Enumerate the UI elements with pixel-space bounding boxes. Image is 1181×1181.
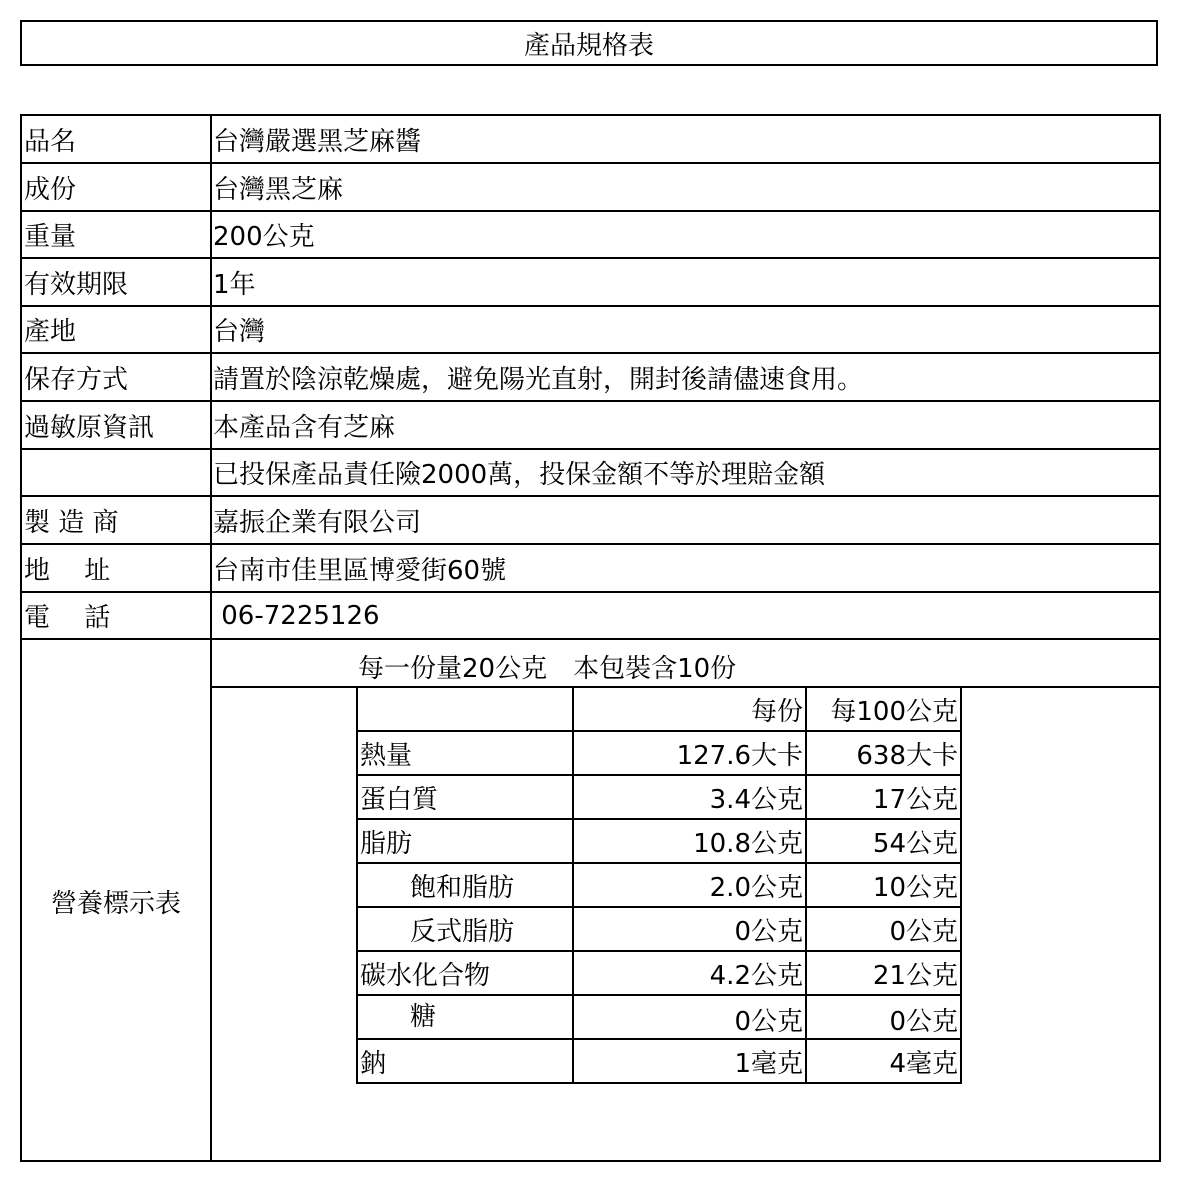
row-allergen: [22, 402, 1159, 450]
nutrient-per-serving: 3.4公克: [573, 775, 806, 819]
row-weight: [22, 212, 1159, 259]
nutrient-header: [357, 687, 573, 731]
row-label: 保存方式: [24, 364, 129, 395]
nutrient-per-100g: 17公克: [806, 775, 961, 819]
row-manufacturer: [22, 497, 1159, 545]
nutrient-per-serving: 2.0公克: [573, 863, 806, 907]
table-row: [357, 687, 961, 731]
nutrient-name: 反式脂肪: [357, 907, 573, 951]
row-value: 嘉振企業有限公司: [213, 507, 422, 538]
nutrient-per-100g: 4毫克: [806, 1039, 961, 1083]
row-product-name: [22, 116, 1159, 164]
row-value: 台灣: [213, 317, 266, 347]
table-row: [357, 775, 961, 819]
row-label: 品名: [24, 126, 77, 157]
row-label: 製 造 商: [24, 507, 119, 538]
row-ingredients: [22, 164, 1159, 212]
row-value: 1年: [213, 269, 256, 300]
nutrient-per-100g: 21公克: [806, 951, 961, 995]
row-value: 本產品含有芝麻: [213, 412, 396, 443]
nutrient-per-100g: 0公克: [806, 907, 961, 951]
table-row: [357, 995, 961, 1039]
per-serving-header: 每份: [573, 687, 806, 731]
nutrient-per-100g: 10公克: [806, 863, 961, 907]
row-label: 有效期限: [24, 269, 129, 300]
row-value: 200公克: [213, 222, 315, 252]
row-insurance: [22, 450, 1159, 497]
row-origin: [22, 307, 1159, 354]
nutrient-per-serving: 127.6大卡: [573, 731, 806, 775]
row-label: 產地: [24, 317, 77, 347]
row-value: 台南市佳里區博愛街60號: [213, 555, 507, 586]
spec-sheet-title: 產品規格表: [20, 20, 1158, 66]
row-value: 已投保產品責任險2000萬，投保金額不等於理賠金額: [213, 460, 826, 490]
nutrient-name: 飽和脂肪: [357, 863, 573, 907]
row-value: 台灣嚴選黑芝麻醬: [213, 126, 422, 157]
row-label: 過敏原資訊: [24, 412, 155, 443]
row-storage: [22, 354, 1159, 402]
nutrition-table: [356, 686, 962, 1084]
nutrition-label: 營養標示表: [50, 888, 181, 919]
table-row: [357, 863, 961, 907]
nutrient-per-serving: 1毫克: [573, 1039, 806, 1083]
row-label: 電 話: [24, 603, 111, 633]
row-label: 地 址: [24, 555, 111, 586]
nutrient-name: 碳水化合物: [357, 951, 573, 995]
row-phone: [22, 593, 1159, 640]
table-row: [357, 1039, 961, 1083]
nutrient-per-serving: 10.8公克: [573, 819, 806, 863]
nutrient-name: 糖: [357, 995, 573, 1039]
table-row: [357, 819, 961, 863]
row-value: 台灣黑芝麻: [213, 174, 344, 205]
table-row: [357, 907, 961, 951]
nutrient-per-serving: 0公克: [573, 995, 806, 1039]
row-shelf-life: [22, 259, 1159, 307]
row-address: [22, 545, 1159, 593]
nutrient-name: 蛋白質: [357, 775, 573, 819]
row-label: [22, 450, 212, 495]
nutrient-per-100g: 54公克: [806, 819, 961, 863]
nutrient-name: 脂肪: [357, 819, 573, 863]
serving-info: 每一份量20公克 本包裝含10份: [358, 654, 737, 684]
table-row: [357, 731, 961, 775]
row-value: 06-7225126: [213, 600, 380, 631]
spec-table: [20, 114, 1161, 1162]
row-value: 請置於陰涼乾燥處，避免陽光直射，開封後請儘速食用。: [213, 364, 864, 395]
row-label: 成份: [24, 174, 77, 205]
table-row: [357, 951, 961, 995]
nutrient-per-serving: 4.2公克: [573, 951, 806, 995]
nutrient-name: 鈉: [357, 1039, 573, 1083]
row-label: 重量: [24, 222, 77, 252]
nutrient-per-100g: 0公克: [806, 995, 961, 1039]
nutrient-per-100g: 638大卡: [806, 731, 961, 775]
nutrient-name: 熱量: [357, 731, 573, 775]
per-100g-header: 每100公克: [806, 687, 961, 731]
nutrient-per-serving: 0公克: [573, 907, 806, 951]
